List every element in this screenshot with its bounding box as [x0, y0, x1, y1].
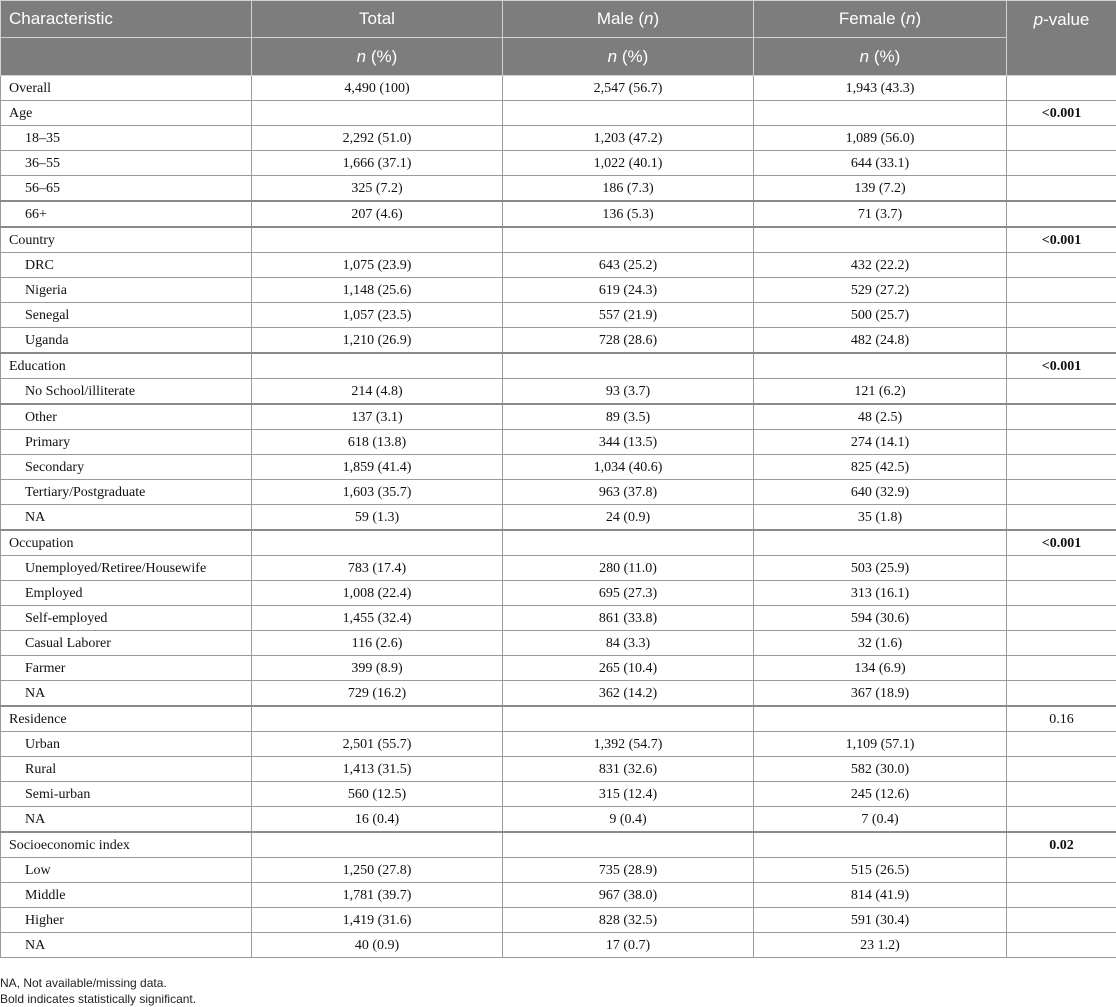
cell-p-value	[1007, 807, 1116, 833]
table-row	[1, 455, 1116, 480]
group-row	[1, 353, 1116, 379]
cell-characteristic: Employed	[1, 581, 252, 606]
header-male-npct	[503, 38, 754, 76]
table-row	[1, 606, 1116, 631]
cell-male: 93 (3.7)	[503, 379, 754, 405]
footnote-na: NA, Not available/missing data.	[0, 975, 1116, 991]
cell-male: 861 (33.8)	[503, 606, 754, 631]
cell-p-value	[1007, 681, 1116, 707]
cell-total: 4,490 (100)	[252, 76, 503, 101]
header-p-symbol: p	[1034, 10, 1043, 29]
header-female-pct: (%)	[869, 47, 900, 66]
table-row	[1, 328, 1116, 354]
table-row	[1, 581, 1116, 606]
cell-male	[503, 353, 754, 379]
cell-female: 482 (24.8)	[754, 328, 1007, 354]
cell-male: 265 (10.4)	[503, 656, 754, 681]
cell-characteristic: Low	[1, 858, 252, 883]
footnotes	[0, 975, 1116, 1007]
table-row	[1, 126, 1116, 151]
cell-total: 116 (2.6)	[252, 631, 503, 656]
cell-male: 362 (14.2)	[503, 681, 754, 707]
cell-total: 1,250 (27.8)	[252, 858, 503, 883]
cell-characteristic: Urban	[1, 732, 252, 757]
cell-p-value: 0.02	[1007, 832, 1116, 858]
table-row	[1, 76, 1116, 101]
cell-total: 2,292 (51.0)	[252, 126, 503, 151]
cell-total: 16 (0.4)	[252, 807, 503, 833]
table-row	[1, 681, 1116, 707]
cell-p-value	[1007, 581, 1116, 606]
cell-female	[754, 101, 1007, 126]
header-total-npct	[252, 38, 503, 76]
cell-characteristic: NA	[1, 681, 252, 707]
cell-characteristic: Middle	[1, 883, 252, 908]
cell-male: 557 (21.9)	[503, 303, 754, 328]
cell-total: 325 (7.2)	[252, 176, 503, 202]
cell-total: 1,781 (39.7)	[252, 883, 503, 908]
header-male-pct: (%)	[617, 47, 648, 66]
cell-characteristic: Rural	[1, 757, 252, 782]
cell-female	[754, 832, 1007, 858]
cell-male: 695 (27.3)	[503, 581, 754, 606]
cell-female: 71 (3.7)	[754, 201, 1007, 227]
cell-total: 1,666 (37.1)	[252, 151, 503, 176]
header-male-prefix: Male (	[597, 9, 644, 28]
cell-female: 503 (25.9)	[754, 556, 1007, 581]
header-characteristic: Characteristic	[1, 1, 252, 38]
cell-p-value	[1007, 858, 1116, 883]
table-row	[1, 631, 1116, 656]
cell-p-value	[1007, 430, 1116, 455]
header-female	[754, 1, 1007, 38]
cell-total: 1,859 (41.4)	[252, 455, 503, 480]
group-row	[1, 530, 1116, 556]
cell-male: 280 (11.0)	[503, 556, 754, 581]
header-p-suffix: -value	[1043, 10, 1089, 29]
cell-female: 825 (42.5)	[754, 455, 1007, 480]
table-row	[1, 151, 1116, 176]
cell-characteristic: Self-employed	[1, 606, 252, 631]
cell-characteristic: Occupation	[1, 530, 252, 556]
cell-total: 1,413 (31.5)	[252, 757, 503, 782]
cell-total: 1,210 (26.9)	[252, 328, 503, 354]
cell-p-value	[1007, 151, 1116, 176]
cell-total	[252, 101, 503, 126]
cell-male	[503, 530, 754, 556]
cell-p-value	[1007, 933, 1116, 958]
table-row	[1, 656, 1116, 681]
cell-p-value	[1007, 480, 1116, 505]
cell-male	[503, 832, 754, 858]
cell-male: 963 (37.8)	[503, 480, 754, 505]
cell-female: 432 (22.2)	[754, 253, 1007, 278]
header-male-close: )	[654, 9, 660, 28]
cell-p-value	[1007, 455, 1116, 480]
cell-female: 48 (2.5)	[754, 404, 1007, 430]
cell-characteristic: NA	[1, 933, 252, 958]
cell-male: 1,392 (54.7)	[503, 732, 754, 757]
cell-p-value	[1007, 732, 1116, 757]
cell-male: 728 (28.6)	[503, 328, 754, 354]
cell-male: 1,034 (40.6)	[503, 455, 754, 480]
cell-female: 134 (6.9)	[754, 656, 1007, 681]
table-row	[1, 278, 1116, 303]
group-row	[1, 832, 1116, 858]
table-row	[1, 908, 1116, 933]
table-row	[1, 858, 1116, 883]
cell-characteristic: 18–35	[1, 126, 252, 151]
cell-total	[252, 832, 503, 858]
cell-total: 2,501 (55.7)	[252, 732, 503, 757]
table-row	[1, 176, 1116, 202]
cell-male: 967 (38.0)	[503, 883, 754, 908]
cell-total: 560 (12.5)	[252, 782, 503, 807]
table-row	[1, 757, 1116, 782]
header-male	[503, 1, 754, 38]
cell-total: 59 (1.3)	[252, 505, 503, 531]
cell-p-value	[1007, 505, 1116, 531]
cell-total: 1,057 (23.5)	[252, 303, 503, 328]
table-row	[1, 807, 1116, 833]
cell-female: 274 (14.1)	[754, 430, 1007, 455]
header-blank	[1, 38, 252, 76]
cell-p-value	[1007, 883, 1116, 908]
cell-p-value: <0.001	[1007, 353, 1116, 379]
table-row	[1, 404, 1116, 430]
cell-characteristic: 36–55	[1, 151, 252, 176]
table-row	[1, 782, 1116, 807]
cell-male: 831 (32.6)	[503, 757, 754, 782]
cell-male: 643 (25.2)	[503, 253, 754, 278]
cell-total	[252, 530, 503, 556]
cell-female: 23 1.2)	[754, 933, 1007, 958]
cell-p-value	[1007, 76, 1116, 101]
cell-female: 245 (12.6)	[754, 782, 1007, 807]
header-total-n: n	[357, 47, 366, 66]
cell-total: 1,419 (31.6)	[252, 908, 503, 933]
cell-characteristic: No School/illiterate	[1, 379, 252, 405]
cell-p-value	[1007, 757, 1116, 782]
cell-female: 7 (0.4)	[754, 807, 1007, 833]
cell-characteristic: Country	[1, 227, 252, 253]
cell-female: 367 (18.9)	[754, 681, 1007, 707]
cell-female	[754, 227, 1007, 253]
cell-male: 315 (12.4)	[503, 782, 754, 807]
cell-male: 136 (5.3)	[503, 201, 754, 227]
cell-female: 591 (30.4)	[754, 908, 1007, 933]
cell-male: 1,203 (47.2)	[503, 126, 754, 151]
cell-characteristic: Farmer	[1, 656, 252, 681]
cell-female	[754, 530, 1007, 556]
cell-p-value	[1007, 303, 1116, 328]
cell-female: 1,089 (56.0)	[754, 126, 1007, 151]
table-row	[1, 253, 1116, 278]
cell-p-value	[1007, 176, 1116, 202]
cell-female: 515 (26.5)	[754, 858, 1007, 883]
cell-p-value	[1007, 908, 1116, 933]
cell-male: 2,547 (56.7)	[503, 76, 754, 101]
table-row	[1, 480, 1116, 505]
cell-female: 594 (30.6)	[754, 606, 1007, 631]
header-p-value	[1007, 1, 1116, 76]
header-female-close: )	[915, 9, 921, 28]
table-row	[1, 505, 1116, 531]
cell-characteristic: Unemployed/Retiree/Housewife	[1, 556, 252, 581]
table-row	[1, 379, 1116, 405]
cell-characteristic: Overall	[1, 76, 252, 101]
header-female-n2: n	[860, 47, 869, 66]
cell-total: 729 (16.2)	[252, 681, 503, 707]
cell-male	[503, 227, 754, 253]
cell-characteristic: Casual Laborer	[1, 631, 252, 656]
cell-male: 735 (28.9)	[503, 858, 754, 883]
header-male-n: n	[644, 9, 653, 28]
cell-characteristic: Higher	[1, 908, 252, 933]
group-row	[1, 227, 1116, 253]
cell-p-value	[1007, 656, 1116, 681]
cell-total	[252, 353, 503, 379]
cell-characteristic: DRC	[1, 253, 252, 278]
table-row	[1, 883, 1116, 908]
cell-total: 1,455 (32.4)	[252, 606, 503, 631]
cell-female: 35 (1.8)	[754, 505, 1007, 531]
cell-p-value	[1007, 379, 1116, 405]
table-row	[1, 303, 1116, 328]
cell-characteristic: Tertiary/Postgraduate	[1, 480, 252, 505]
cell-female: 640 (32.9)	[754, 480, 1007, 505]
cell-p-value	[1007, 606, 1116, 631]
table-body	[1, 76, 1116, 958]
cell-male: 828 (32.5)	[503, 908, 754, 933]
table-row	[1, 430, 1116, 455]
cell-characteristic: Other	[1, 404, 252, 430]
cell-total	[252, 227, 503, 253]
cell-p-value	[1007, 126, 1116, 151]
cell-total: 207 (4.6)	[252, 201, 503, 227]
cell-characteristic: 66+	[1, 201, 252, 227]
cell-female: 500 (25.7)	[754, 303, 1007, 328]
cell-characteristic: Residence	[1, 706, 252, 732]
cell-characteristic: Uganda	[1, 328, 252, 354]
cell-p-value	[1007, 201, 1116, 227]
group-row	[1, 101, 1116, 126]
cell-total: 214 (4.8)	[252, 379, 503, 405]
cell-male: 17 (0.7)	[503, 933, 754, 958]
cell-female: 1,109 (57.1)	[754, 732, 1007, 757]
cell-male	[503, 101, 754, 126]
cell-female: 1,943 (43.3)	[754, 76, 1007, 101]
header-female-n: n	[906, 9, 915, 28]
header-female-prefix: Female (	[839, 9, 906, 28]
table-row	[1, 556, 1116, 581]
cell-p-value	[1007, 404, 1116, 430]
cell-p-value	[1007, 631, 1116, 656]
cell-female: 313 (16.1)	[754, 581, 1007, 606]
cell-characteristic: 56–65	[1, 176, 252, 202]
cell-male: 9 (0.4)	[503, 807, 754, 833]
cell-female: 644 (33.1)	[754, 151, 1007, 176]
group-row	[1, 706, 1116, 732]
cell-male: 1,022 (40.1)	[503, 151, 754, 176]
cell-characteristic: Socioeconomic index	[1, 832, 252, 858]
cell-characteristic: Senegal	[1, 303, 252, 328]
cell-male: 619 (24.3)	[503, 278, 754, 303]
cell-p-value	[1007, 278, 1116, 303]
cell-female: 814 (41.9)	[754, 883, 1007, 908]
footnote-bold: Bold indicates statistically significant.	[0, 991, 1116, 1007]
cell-male: 186 (7.3)	[503, 176, 754, 202]
cell-characteristic: Semi-urban	[1, 782, 252, 807]
header-female-npct	[754, 38, 1007, 76]
table-row	[1, 732, 1116, 757]
cell-female: 121 (6.2)	[754, 379, 1007, 405]
cell-female	[754, 706, 1007, 732]
cell-p-value	[1007, 556, 1116, 581]
header-total-pct: (%)	[366, 47, 397, 66]
cell-total: 1,008 (22.4)	[252, 581, 503, 606]
cell-total: 40 (0.9)	[252, 933, 503, 958]
cell-male: 84 (3.3)	[503, 631, 754, 656]
cell-p-value: 0.16	[1007, 706, 1116, 732]
cell-characteristic: Primary	[1, 430, 252, 455]
table-row	[1, 933, 1116, 958]
cell-total: 137 (3.1)	[252, 404, 503, 430]
cell-female: 139 (7.2)	[754, 176, 1007, 202]
table-row	[1, 201, 1116, 227]
cell-male: 344 (13.5)	[503, 430, 754, 455]
header-subrow	[1, 38, 1116, 76]
cell-p-value	[1007, 782, 1116, 807]
cell-p-value: <0.001	[1007, 227, 1116, 253]
header-total: Total	[252, 1, 503, 38]
cell-male	[503, 706, 754, 732]
cell-p-value	[1007, 328, 1116, 354]
table-header	[1, 1, 1116, 76]
cell-total: 1,075 (23.9)	[252, 253, 503, 278]
header-row	[1, 1, 1116, 38]
cell-female: 582 (30.0)	[754, 757, 1007, 782]
cell-total: 399 (8.9)	[252, 656, 503, 681]
header-male-n2: n	[608, 47, 617, 66]
cell-total: 783 (17.4)	[252, 556, 503, 581]
cell-p-value	[1007, 253, 1116, 278]
cell-characteristic: Secondary	[1, 455, 252, 480]
cell-characteristic: NA	[1, 807, 252, 833]
cell-p-value: <0.001	[1007, 101, 1116, 126]
cell-characteristic: Age	[1, 101, 252, 126]
cell-male: 89 (3.5)	[503, 404, 754, 430]
cell-total: 1,148 (25.6)	[252, 278, 503, 303]
cell-characteristic: Nigeria	[1, 278, 252, 303]
cell-characteristic: NA	[1, 505, 252, 531]
cell-male: 24 (0.9)	[503, 505, 754, 531]
cell-p-value: <0.001	[1007, 530, 1116, 556]
cell-total: 1,603 (35.7)	[252, 480, 503, 505]
cell-total: 618 (13.8)	[252, 430, 503, 455]
cell-female: 32 (1.6)	[754, 631, 1007, 656]
cell-female	[754, 353, 1007, 379]
cell-female: 529 (27.2)	[754, 278, 1007, 303]
cell-total	[252, 706, 503, 732]
cell-characteristic: Education	[1, 353, 252, 379]
